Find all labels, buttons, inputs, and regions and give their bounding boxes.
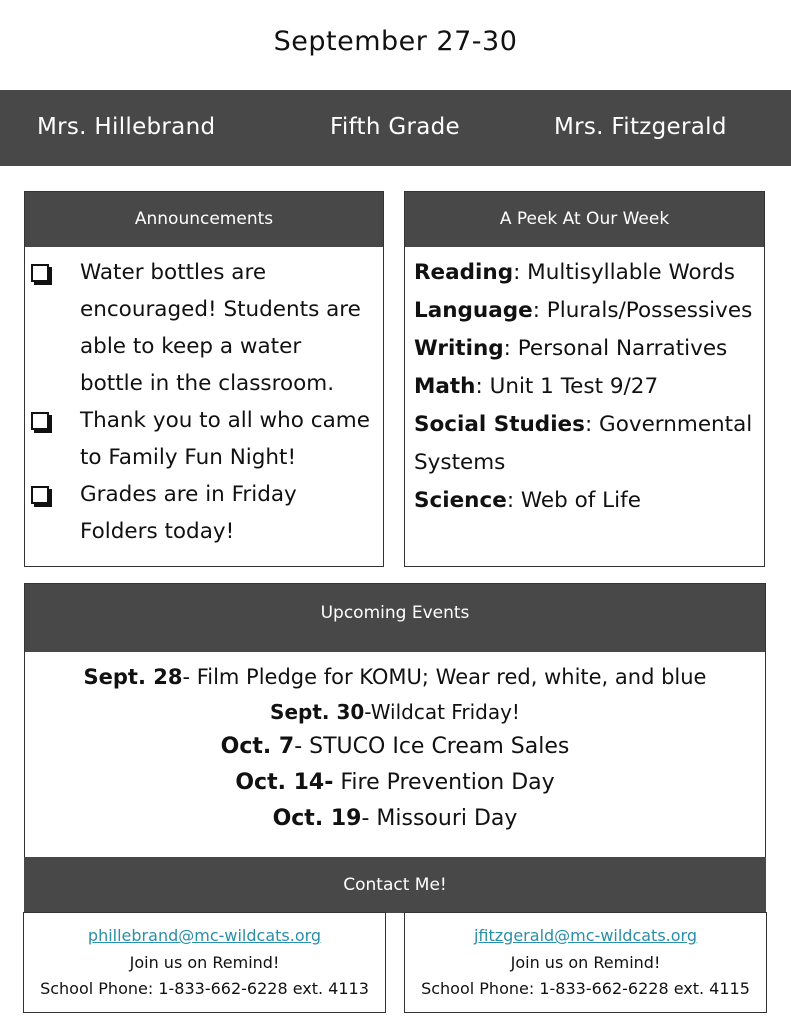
checkbox-icon xyxy=(31,264,49,282)
list-item: Thank you to all who came to Family Fun Night! xyxy=(25,402,370,476)
subject-writing: Writing: Personal Narratives xyxy=(414,336,728,361)
grade-label: Fifth Grade xyxy=(330,114,460,140)
list-item: Sept. 30-Wildcat Friday! xyxy=(270,700,520,724)
events-list xyxy=(25,660,765,837)
subject-social-studies: Social Studies: Governmental Systems xyxy=(414,412,753,475)
list-item: Oct. 7- STUCO Ice Cream Sales xyxy=(220,734,570,759)
announcements-header: Announcements xyxy=(25,192,383,247)
teacher-left-name: Mrs. Hillebrand xyxy=(37,114,216,140)
phone-text: School Phone: 1-833-662-6228 ext. 4113 xyxy=(40,979,369,998)
phone-text: School Phone: 1-833-662-6228 ext. 4115 xyxy=(421,979,750,998)
teacher-banner xyxy=(0,90,791,166)
week-peek-header: A Peek At Our Week xyxy=(405,192,764,247)
remind-text: Join us on Remind! xyxy=(129,952,280,972)
subject-list xyxy=(414,254,759,520)
subject-science: Science: Web of Life xyxy=(414,488,641,513)
week-peek-panel xyxy=(404,191,765,567)
events-panel xyxy=(24,583,766,859)
list-item: Sept. 28- Film Pledge for KOMU; Wear red, white, and blue xyxy=(83,665,707,689)
contact-header: Contact Me! xyxy=(24,857,766,913)
events-header: Upcoming Events xyxy=(25,584,765,652)
list-item: Water bottles are encouraged! Students are able to keep a water bottle in the classroom. xyxy=(25,254,370,402)
email-link[interactable]: jfitzgerald@mc-wildcats.org xyxy=(473,926,697,945)
subject-reading: Reading: Multisyllable Words xyxy=(414,260,735,285)
list-item: Grades are in Friday Folders today! xyxy=(25,476,370,550)
list-item: Oct. 14- Fire Prevention Day xyxy=(235,770,555,795)
email-link[interactable]: phillebrand@mc-wildcats.org xyxy=(87,926,322,945)
checkbox-icon xyxy=(31,412,49,430)
subject-language: Language: Plurals/Possessives xyxy=(414,298,753,323)
remind-text: Join us on Remind! xyxy=(510,952,661,972)
contact-card-fitzgerald xyxy=(404,912,767,1013)
contact-card-hillebrand xyxy=(23,912,386,1013)
page-title: September 27-30 xyxy=(273,26,518,57)
announcements-list xyxy=(25,254,370,550)
checkbox-icon xyxy=(31,486,49,504)
announcements-panel xyxy=(24,191,384,567)
list-item: Oct. 19- Missouri Day xyxy=(272,806,518,831)
teacher-right-name: Mrs. Fitzgerald xyxy=(554,114,727,140)
subject-math: Math: Unit 1 Test 9/27 xyxy=(414,374,659,399)
